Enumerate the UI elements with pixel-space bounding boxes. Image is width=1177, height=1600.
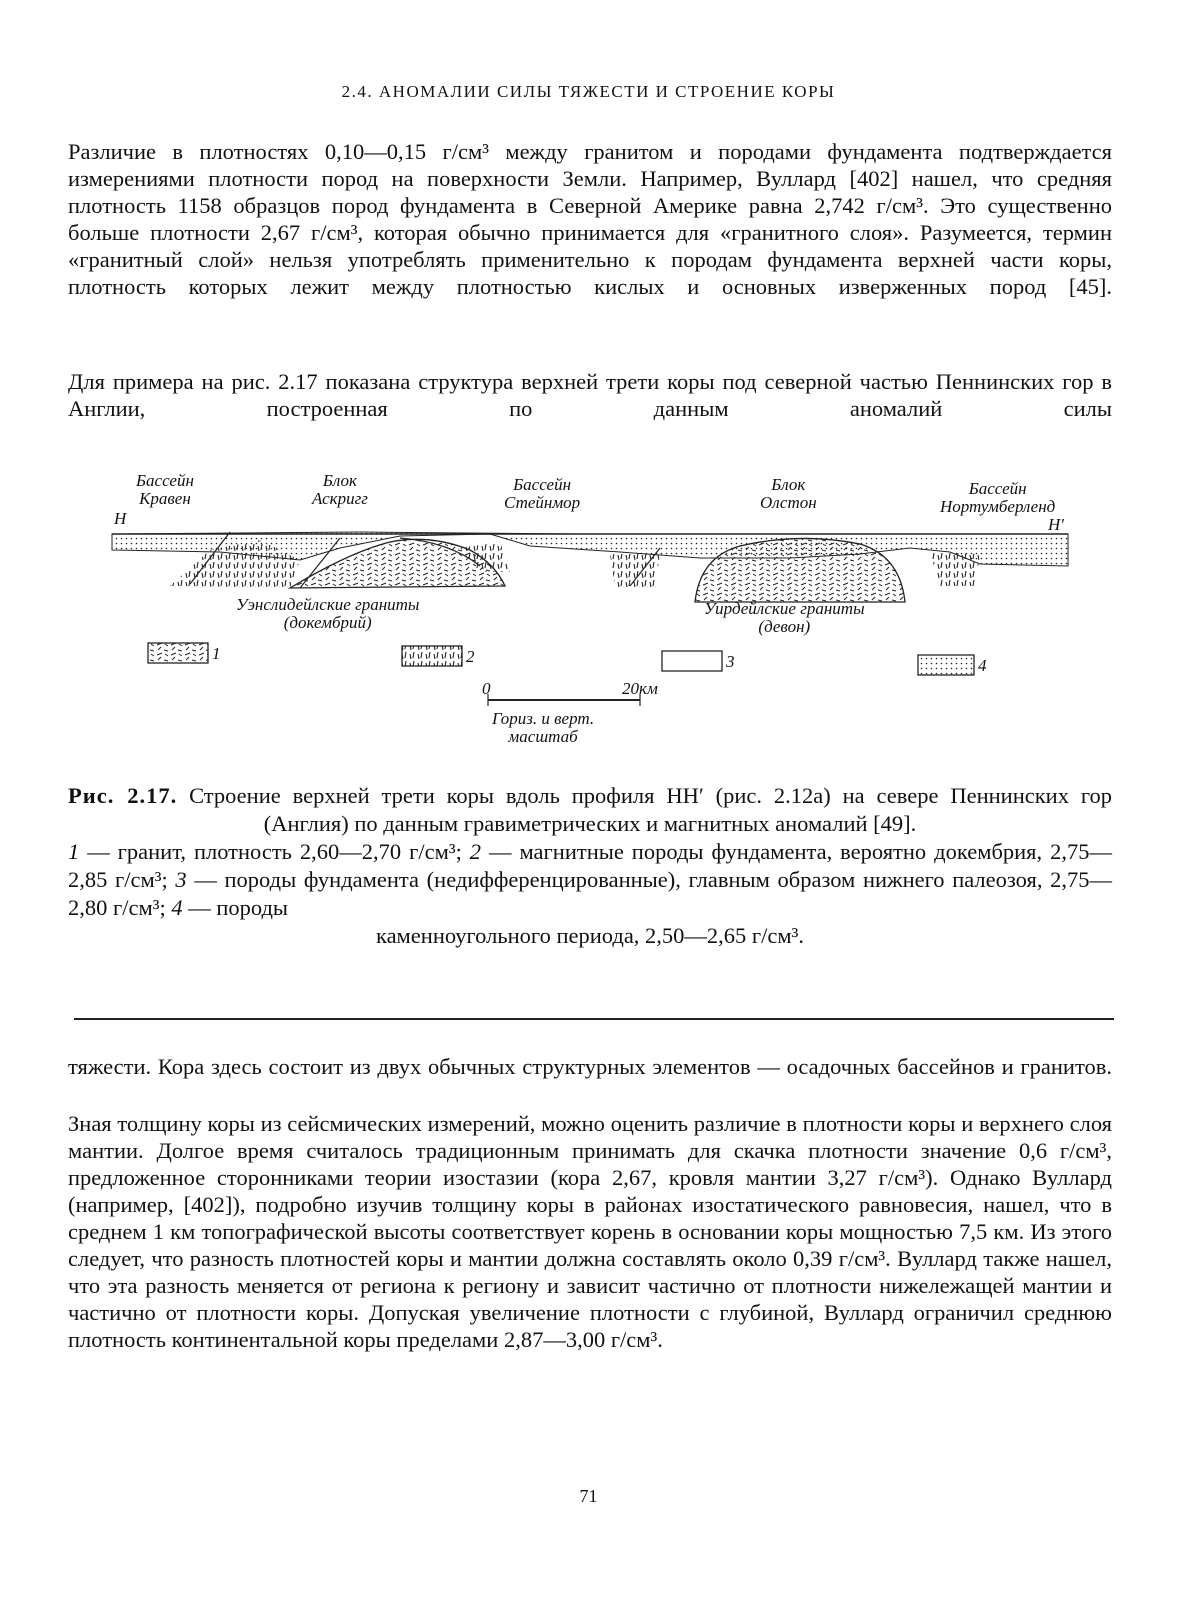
caption-legend xyxy=(68,838,1112,950)
caption-divider xyxy=(74,1018,1114,1020)
magnetic-basement-far-right xyxy=(930,552,980,586)
caption-last-line: каменноугольного периода, 2,50—2,65 г/см³. xyxy=(375,923,805,948)
legend-num-4: 4 xyxy=(978,656,987,675)
scale-zero: 0 xyxy=(482,679,491,698)
caption-num-4: 4 xyxy=(171,895,183,920)
legend-num-3: 3 xyxy=(726,652,735,671)
magnetic-basement-right xyxy=(610,554,660,587)
paragraph-3: тяжести. Кора здесь состоит из двух обычных структурных элементов — осадочных бассейнов и гранитов. xyxy=(68,1054,1112,1079)
label-craven-basin: Бассейн Кравен xyxy=(136,471,194,508)
figure-caption xyxy=(68,782,1112,950)
scale-note: Гориз. и верт. масштаб xyxy=(492,709,595,746)
figure-2-17 xyxy=(100,462,1080,762)
label-stainmore-basin: Бассейн Стейнмор xyxy=(504,475,581,512)
label-alston-block: Блок Олстон xyxy=(760,475,817,512)
legend-num-2: 2 xyxy=(466,647,475,666)
label-askrigg-block: Блок Аскригг xyxy=(312,471,368,508)
paragraph-1: Различие в плотностях 0,10—0,15 г/см³ между гранитом и породами фундамента подтверждается измерениями плотности пород на поверхности Земли. Например, Вуллард [402] нашел, что средняя плотность 1158 образцов пород фундамента в Северной Америке равна 2,742 г/см³. Это существенно больше плотности 2,67 г/см³, которая обычно принимается для «гранитного слоя». Разумеется, термин «гранитный слой» нельзя употреблять применительно к породам фундамента верхней части коры, плотность которых лежит между плотностью кислых и основных изверженных пород [45]. xyxy=(68,139,1112,299)
label-h-left: H xyxy=(114,509,127,528)
label-northumberland-basin: Бассейн Нортумберленд xyxy=(940,479,1056,516)
paragraph-4: Зная толщину коры из сейсмических измерений, можно оценить различие в плотности коры и верхнего слоя мантии. Долгое время считалось традиционным принимать для скачка плотности значение 0,6 г/см³, предложенное сторонниками теории изостазии (кора 2,67, кровля мантии 3,27 г/см³). Однако Вуллард (например, [402]), подробно изучив толщину коры в районах изостатического равновесия, нашел, что в среднем 1 км топографической высоты соответствует корень в основании коры мощностью 7,5 км. Из этого следует, что разность плотностей коры и мантии должна составлять около 0,39 г/см³. Вуллард также нашел, что эта разность меняется от региона к региону и зависит частично от плотности нижележащей мантии и частично от плотности коры. Допуская увеличение плотности с глубиной, Вуллард ограничил среднюю плотность континентальной коры пределами 2,87—3,00 г/см³. xyxy=(68,1111,1112,1352)
running-head: 2.4. АНОМАЛИИ СИЛЫ ТЯЖЕСТИ И СТРОЕНИЕ КОРЫ xyxy=(341,82,836,101)
legend-num-1: 1 xyxy=(212,644,221,663)
legend-box-4 xyxy=(918,655,974,675)
label-weardale-granites: Уирдейлские граниты (девон) xyxy=(704,599,865,636)
caption-item-2: — магнитные породы фундамента, вероятно докембрия, 2,75—2,85 г/см³; xyxy=(68,839,1112,892)
caption-item-1: — гранит, плотность 2,60—2,70 г/см³; xyxy=(79,839,470,864)
caption-title xyxy=(68,782,1112,838)
scale-max: 20км xyxy=(622,679,658,698)
legend-box-3 xyxy=(662,651,722,671)
label-wensleydale-granites: Уэнслидейлские граниты (докембрий) xyxy=(236,595,420,632)
legend-box-1 xyxy=(148,643,208,663)
label-h-right: H′ xyxy=(1048,515,1064,534)
caption-title-text: Строение верхней трети коры вдоль профиля HH′ (рис. 2.12а) на севере Пеннинских гор (Англия) по данным гравиметрических и магнитных аномалий [49]. xyxy=(189,783,1112,836)
caption-num-1: 1 xyxy=(68,839,80,864)
caption-item-4: — породы xyxy=(182,895,289,920)
caption-num-3: 3 xyxy=(175,867,187,892)
page-number: 71 xyxy=(579,1486,598,1506)
caption-num-2: 2 xyxy=(469,839,482,864)
caption-fig-number: Рис. 2.17. xyxy=(68,783,178,808)
legend-box-2 xyxy=(402,646,462,666)
paragraph-2: Для примера на рис. 2.17 показана структура верхней трети коры под северной частью Пеннинских гор в Англии, построенная по данным аномалий силы xyxy=(68,369,1112,421)
caption-item-3: — породы фундамента (недифференцированные), главным образом нижнего палеозоя, 2,75—2,80 г/см³; xyxy=(68,867,1112,920)
